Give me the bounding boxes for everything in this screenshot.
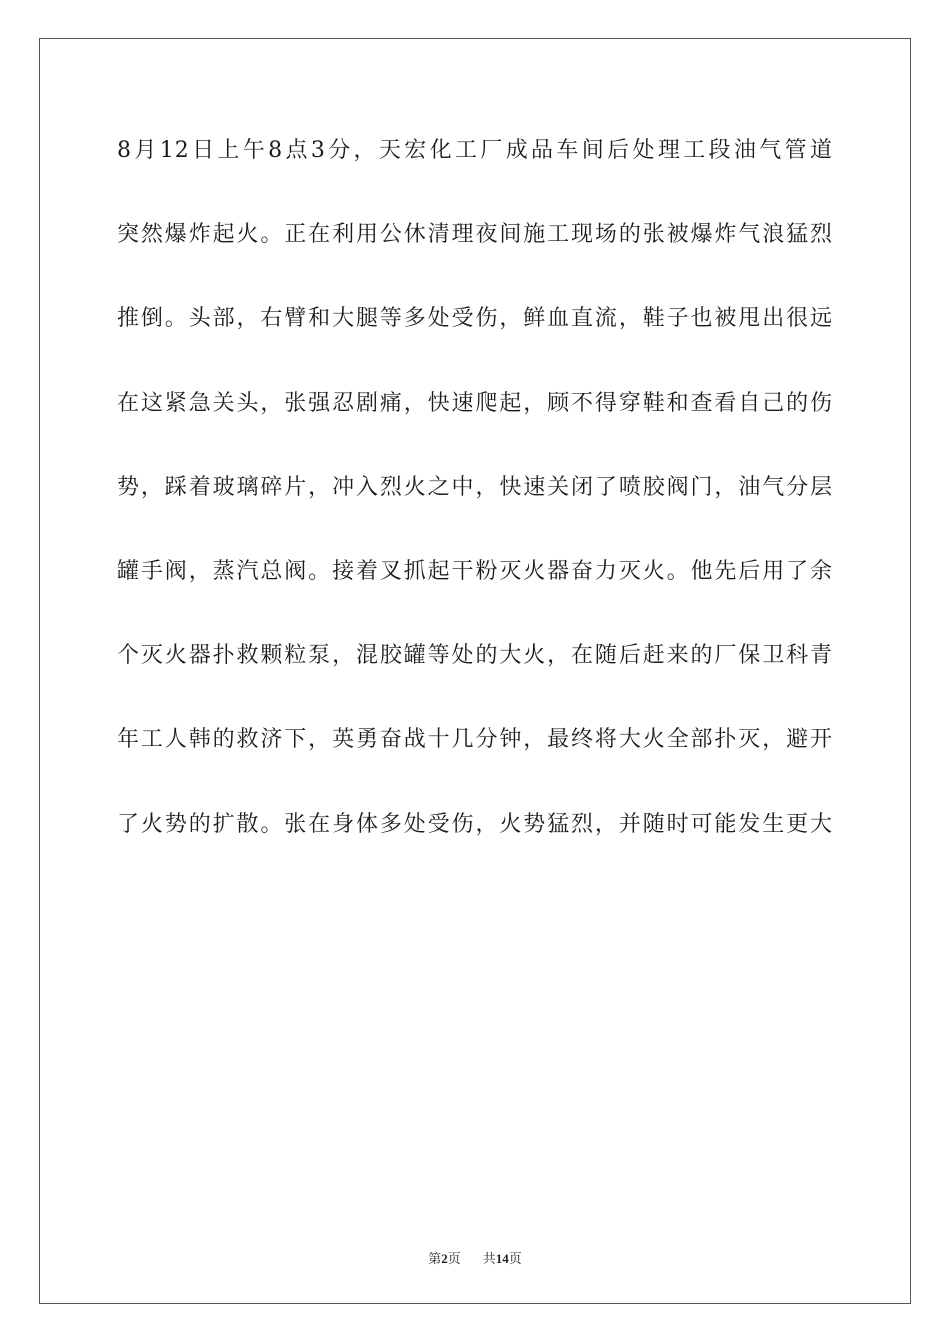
text-line-4: 在这紧急关头，张强忍剧痛，快速爬起，顾不得穿鞋和查看自己的伤 (117, 390, 833, 416)
text-line-6: 罐手阀，蒸汽总阀。接着叉抓起干粉灭火器奋力灭火。他先后用了余 (117, 558, 833, 584)
page-prefix: 第 (428, 1251, 442, 1266)
total-prefix: 共 (482, 1251, 496, 1266)
text-line-7: 个灭火器扑救颗粒泵，混胶罐等处的大火，在随后赶来的厂保卫科青 (117, 643, 833, 669)
text-line-1: 8月12日上午8点3分，天宏化工厂成品车间后处理工段油气管道 (117, 138, 833, 163)
page-suffix: 页 (447, 1251, 461, 1266)
document-body (117, 126, 833, 884)
text-line-9: 了火势的扩散。张在身体多处受伤，火势猛烈，并随时可能发生更大 (117, 811, 833, 837)
page-number: 2 (441, 1251, 448, 1266)
text-line-2: 突然爆炸起火。正在利用公休清理夜间施工现场的张被爆炸气浪猛烈 (117, 222, 833, 248)
text-line-8: 年工人韩的救济下，英勇奋战十几分钟，最终将大火全部扑灭，避开 (117, 727, 833, 753)
total-suffix: 页 (508, 1251, 522, 1266)
total-pages: 14 (495, 1251, 509, 1266)
text-line-3: 推倒。头部，右臂和大腿等多处受伤，鲜血直流，鞋子也被甩出很远 (117, 306, 833, 332)
text-line-5: 势，踩着玻璃碎片，冲入烈火之中，快速关闭了喷胶阀门，油气分层 (117, 474, 833, 500)
page-footer (0, 1248, 950, 1267)
